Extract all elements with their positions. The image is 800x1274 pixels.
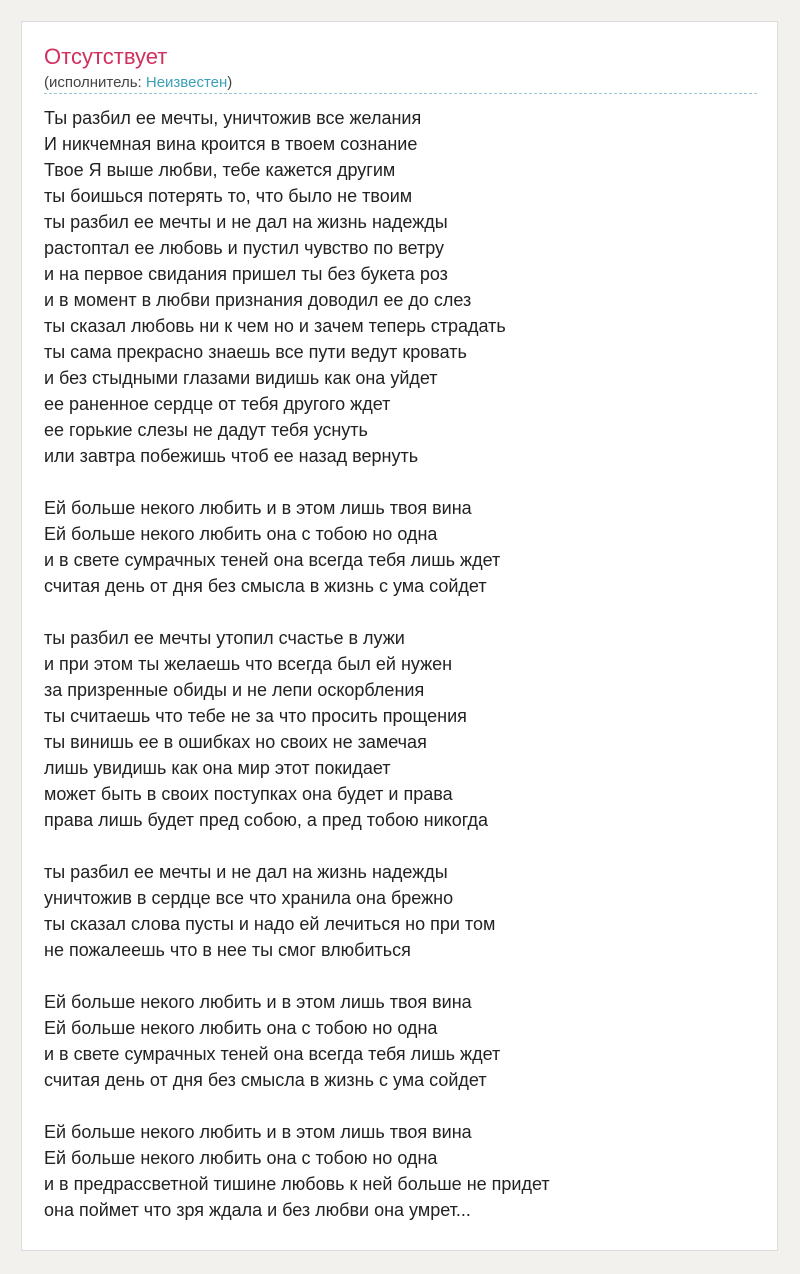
lyric-line: ты разбил ее мечты и не дал на жизнь надежды	[44, 862, 448, 882]
lyric-line: считая день от дня без смысла в жизнь с ума сойдет	[44, 1070, 487, 1090]
lyric-line: ты сама прекрасно знаешь все пути ведут кровать	[44, 342, 467, 362]
lyric-line: Твое Я выше любви, тебе кажется другим	[44, 160, 396, 180]
lyric-line: ты винишь ее в ошибках но своих не замечая	[44, 732, 427, 752]
lyrics-text	[44, 105, 756, 1249]
stanza	[44, 495, 756, 599]
lyric-line: ее горькие слезы не дадут тебя уснуть	[44, 420, 368, 440]
artist-prefix: (исполнитель:	[44, 74, 146, 91]
lyric-line: ты сказал любовь ни к чем но и зачем теперь страдать	[44, 316, 506, 336]
lyric-line: Ей больше некого любить и в этом лишь твоя вина	[44, 498, 472, 518]
lyric-line: и в предрассветной тишине любовь к ней больше не придет	[44, 1174, 550, 1194]
lyric-line: она поймет что зря ждала и без любви она умрет...	[44, 1200, 471, 1220]
lyric-line: Ей больше некого любить и в этом лишь твоя вина	[44, 1122, 472, 1142]
artist-suffix: )	[227, 74, 233, 91]
lyric-line: И никчемная вина кроится в твоем сознание	[44, 134, 418, 154]
lyric-line: и в момент в любви признания доводил ее до слез	[44, 290, 472, 310]
lyric-line: уничтожив в сердце все что хранила она брежно	[44, 888, 454, 908]
stanza	[44, 1119, 756, 1223]
lyric-line: и при этом ты желаешь что всегда был ей нужен	[44, 654, 453, 674]
lyric-line: лишь увидишь как она мир этот покидает	[44, 758, 391, 778]
lyric-line: не пожалеешь что в нее ты смог влюбиться	[44, 940, 411, 960]
lyric-line: за призренные обиды и не лепи оскорбления	[44, 680, 425, 700]
lyric-line: Ты разбил ее мечты, уничтожив все желания	[44, 108, 422, 128]
lyric-line: ты считаешь что тебе не за что просить прощения	[44, 706, 467, 726]
lyrics-card	[21, 21, 778, 1251]
lyric-line: и на первое свидания пришел ты без букета роз	[44, 264, 448, 284]
lyric-line: ты разбил ее мечты и не дал на жизнь надежды	[44, 212, 448, 232]
artist-line	[44, 73, 232, 93]
lyric-line: может быть в своих поступках она будет и права	[44, 784, 453, 804]
lyric-line: и без стыдными глазами видишь как она уйдет	[44, 368, 438, 388]
stanza	[44, 989, 756, 1093]
lyric-line: ее раненное сердце от тебя другого ждет	[44, 394, 391, 414]
lyric-line: Ей больше некого любить и в этом лишь твоя вина	[44, 992, 472, 1012]
song-title: Отсутствует	[44, 44, 168, 69]
stanza	[44, 105, 756, 469]
lyric-line: права лишь будет пред собою, а пред тобою никогда	[44, 810, 489, 830]
lyric-line: Ей больше некого любить она с тобою но одна	[44, 1148, 438, 1168]
lyric-line: ты сказал слова пусты и надо ей лечиться но при том	[44, 914, 496, 934]
lyric-line: Ей больше некого любить она с тобою но одна	[44, 1018, 438, 1038]
lyric-line: ты разбил ее мечты утопил счастье в лужи	[44, 628, 405, 648]
lyric-line: и в свете сумрачных теней она всегда тебя лишь ждет	[44, 550, 501, 570]
lyric-line: или завтра побежишь чтоб ее назад вернуть	[44, 446, 419, 466]
header-divider	[44, 93, 757, 94]
lyric-line: ты боишься потерять то, что было не твоим	[44, 186, 413, 206]
lyric-line: и в свете сумрачных теней она всегда тебя лишь ждет	[44, 1044, 501, 1064]
lyric-line: считая день от дня без смысла в жизнь с ума сойдет	[44, 576, 487, 596]
artist-link[interactable]: Неизвестен	[145, 74, 228, 91]
lyric-line: Ей больше некого любить она с тобою но одна	[44, 524, 438, 544]
lyric-line: растоптал ее любовь и пустил чувство по ветру	[44, 238, 445, 258]
stanza	[44, 625, 756, 833]
stanza	[44, 859, 756, 963]
